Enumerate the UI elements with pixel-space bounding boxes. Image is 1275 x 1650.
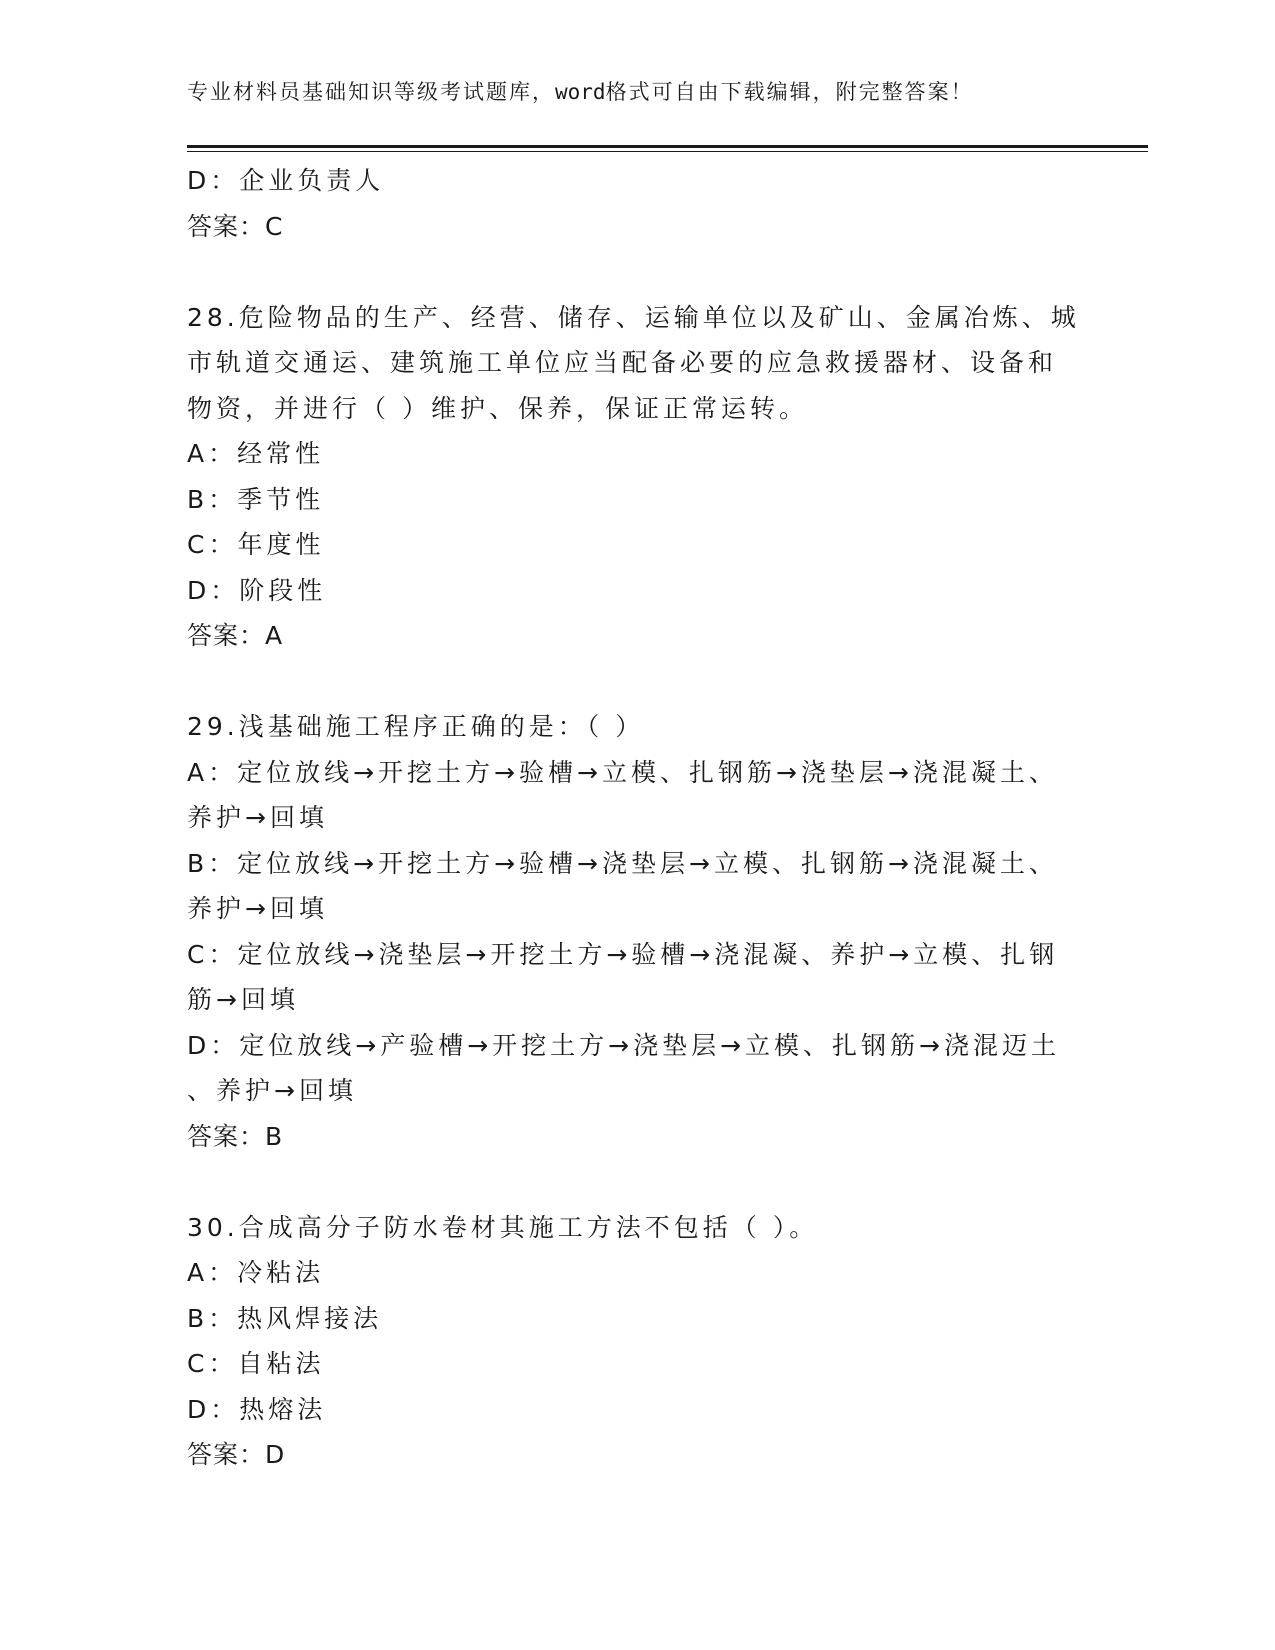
spacer [187, 659, 1087, 705]
q29-option-a: A：定位放线→开挖土方→验槽→立模、扎钢筋→浇垫层→浇混凝土、 [187, 757, 1058, 787]
spacer [187, 249, 1087, 295]
q28-option-b: B：季节性 [187, 484, 325, 514]
header-text-after: 格式可自由下载编辑，附完整答案！ [605, 80, 974, 104]
q29-answer: 答案：B [187, 1121, 284, 1151]
q30-option-a: A：冷粘法 [187, 1258, 325, 1287]
q29-option-d-cont: 、养护→回填 [187, 1076, 357, 1105]
q29-option-c-cont: 筋→回填 [187, 985, 299, 1014]
q28-stem-line: 物资，并进行（ ）维护、保养，保证正常运转。 [187, 393, 808, 423]
q27-answer: 答案：C [187, 211, 284, 241]
spacer [187, 1159, 1087, 1205]
page-header [187, 76, 974, 106]
q30-option-d: D：热熔法 [187, 1394, 327, 1424]
q29-option-b-cont: 养护→回填 [187, 894, 328, 923]
question-list [187, 158, 1087, 1478]
q30-stem-line: 30.合成高分子防水卷材其施工方法不包括（ ）。 [187, 1212, 819, 1242]
q29-option-a-cont: 养护→回填 [187, 803, 328, 832]
q29-stem-line: 29.浅基础施工程序正确的是：（ ） [187, 712, 645, 741]
q29-option-c: C：定位放线→浇垫层→开挖土方→验槽→浇混凝、养护→立模、扎钢 [187, 939, 1059, 969]
header-divider-thick [187, 145, 1148, 148]
q28-stem-line: 28.危险物品的生产、经营、储存、运输单位以及矿山、金属冶炼、城 [187, 302, 1080, 332]
q30-option-b: B：热风焊接法 [187, 1303, 383, 1333]
q28-stem-line: 市轨道交通运、建筑施工单位应当配备必要的应急救援器材、设备和 [187, 348, 1058, 377]
q28-option-a: A：经常性 [187, 439, 325, 468]
q30-option-c: C：自粘法 [187, 1349, 325, 1378]
q29-option-d: D：定位放线→产验槽→开挖土方→浇垫层→立模、扎钢筋→浇混迈土 [187, 1030, 1060, 1060]
q29-option-b: B：定位放线→开挖土方→验槽→浇垫层→立模、扎钢筋→浇混凝土、 [187, 848, 1058, 878]
q28-option-c: C：年度性 [187, 530, 325, 559]
header-divider-thin [187, 151, 1148, 152]
q30-answer: 答案：D [187, 1440, 286, 1469]
header-text-word: word [555, 80, 606, 104]
header-text-before: 专业材料员基础知识等级考试题库， [187, 80, 555, 104]
q28-answer: 答案：A [187, 621, 284, 650]
q28-option-d: D：阶段性 [187, 575, 327, 605]
q27-option-d: D：企业负责人 [187, 166, 385, 195]
